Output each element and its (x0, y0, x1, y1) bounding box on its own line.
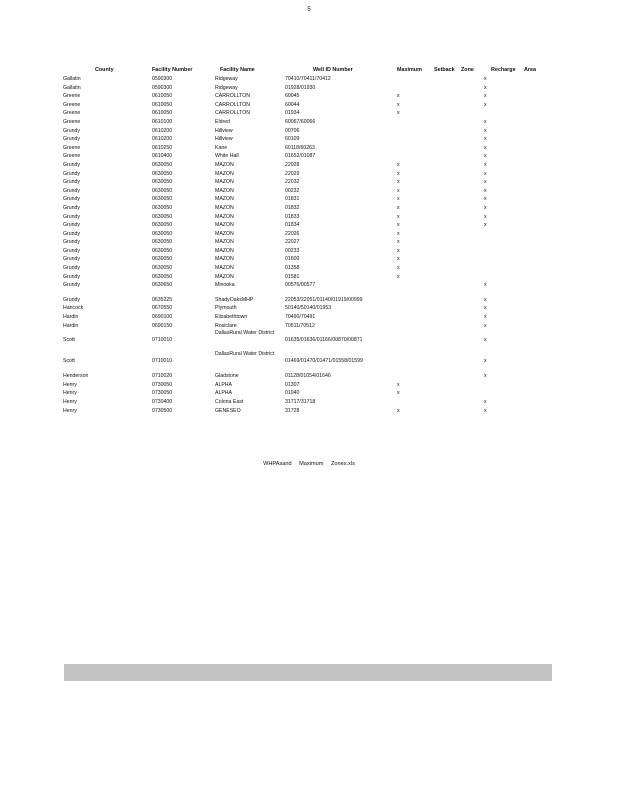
facility-name-cell: Colona East (215, 399, 244, 405)
recharge-cell: x (484, 282, 487, 289)
table-row (63, 127, 553, 136)
table-row (63, 92, 553, 101)
maximum-cell: x (397, 213, 400, 220)
facility-number-cell: 0710010 (152, 358, 173, 365)
table-row (63, 195, 553, 204)
maximum-cell: x (397, 256, 400, 263)
facility-name-cell: MAZON (215, 196, 234, 203)
county-cell: Grundy (63, 127, 81, 134)
table-row (63, 204, 553, 213)
county-cell: Grundy (63, 256, 81, 263)
facility-name-cell: MAZON (215, 187, 234, 194)
table-row (63, 407, 553, 416)
facility-number-cell: 0730050 (152, 381, 173, 388)
well-id-cell: 01928/01930 (285, 84, 316, 91)
recharge-cell: x (484, 170, 487, 177)
county-cell: Grundy (63, 179, 81, 186)
maximum-cell: x (397, 93, 400, 100)
recharge-cell: x (484, 213, 487, 220)
recharge-cell: x (484, 399, 487, 405)
facility-name-cell: Ridgeway (215, 76, 238, 82)
table-row (63, 84, 553, 93)
well-id-cell: 01469/01470/01471/01558/01599 (285, 358, 363, 365)
table-row (63, 152, 553, 161)
recharge-cell: x (484, 153, 487, 160)
facility-number-cell: 0630050 (152, 213, 173, 220)
well-id-cell: 01652/01087 (285, 153, 316, 160)
facility-number-cell: 0610050 (152, 101, 173, 108)
maximum-cell: x (397, 230, 400, 237)
table-row (63, 118, 553, 127)
table-row (63, 264, 553, 273)
facility-number-cell: 0630050 (152, 265, 173, 272)
well-id-cell: 70511/70512 (285, 322, 315, 329)
county-cell: Gallatin (63, 76, 81, 82)
table-row (63, 161, 553, 170)
facility-number-cell: 0610050 (152, 110, 173, 117)
county-cell: Grundy (63, 296, 81, 303)
facility-number-cell: 0635225 (152, 296, 173, 303)
facility-name-cell: Elizabethtown (215, 314, 248, 321)
recharge-cell: x (484, 204, 487, 211)
header-recharge: Recharge (491, 67, 516, 73)
recharge-cell: x (484, 179, 487, 186)
facility-number-cell: 0630050 (152, 222, 173, 229)
maximum-cell: x (397, 239, 400, 246)
facility-name-cell: Eldred (215, 118, 230, 125)
facility-name-cell: DallasRural Water District (215, 351, 275, 358)
header-facility-name: Facility Name (220, 67, 255, 73)
facility-number-cell: 0630050 (152, 247, 173, 254)
well-id-cell: 01307 (285, 381, 300, 388)
recharge-cell: x (484, 76, 487, 82)
facility-name-cell: MAZON (215, 204, 234, 211)
facility-number-cell: 0670550 (152, 305, 173, 312)
facility-name-cell: Ridgeway (215, 84, 238, 91)
table-row (63, 213, 553, 222)
county-cell: Greene (63, 144, 81, 151)
facility-number-cell: 0690150 (152, 322, 173, 329)
well-id-cell: 01635/01636/01166/00870/00871 (285, 337, 363, 344)
table-row (63, 238, 553, 247)
header-county: County (95, 67, 114, 73)
county-cell: Greene (63, 110, 81, 117)
facility-name-cell: MAZON (215, 161, 234, 168)
recharge-cell: x (484, 305, 487, 312)
recharge-cell: x (484, 314, 487, 321)
county-cell: Henry (63, 381, 77, 388)
table-header (63, 66, 553, 75)
facility-name-cell: Gladstone (215, 373, 239, 380)
facility-name-cell: MAZON (215, 213, 234, 220)
table-row (63, 322, 553, 331)
well-id-cell: 31717/31718 (285, 399, 316, 405)
facility-number-cell: 0610200 (152, 127, 173, 134)
recharge-cell: x (484, 337, 487, 344)
table-row (63, 281, 553, 290)
county-cell: Grundy (63, 196, 81, 203)
recharge-cell: x (484, 358, 487, 365)
recharge-cell: x (484, 196, 487, 203)
table-row (63, 381, 553, 390)
county-cell: Grundy (63, 161, 81, 168)
facility-number-cell: 0630050 (152, 230, 173, 237)
well-id-cell: 60045 (285, 93, 300, 100)
recharge-cell: x (484, 187, 487, 194)
facility-name-cell: MAZON (215, 230, 234, 237)
well-id-cell: 60067/60066 (285, 118, 316, 125)
facility-number-cell: 0730500 (152, 407, 173, 414)
table-row (63, 351, 553, 372)
facility-name-cell: CARROLLTON (215, 93, 250, 100)
county-cell: Greene (63, 118, 81, 125)
facility-name-cell: Rosiclare (215, 322, 237, 329)
facility-number-cell: 0630050 (152, 204, 173, 211)
well-id-cell: 00576/00577 (285, 282, 316, 289)
well-id-cell: 50140/50140/01953 (285, 305, 332, 312)
header-area: Area (524, 67, 536, 73)
county-cell: Scott (63, 358, 75, 365)
facility-number-cell: 0630050 (152, 170, 173, 177)
facility-number-cell: 0630050 (152, 196, 173, 203)
facility-number-cell: 0610400 (152, 153, 173, 160)
recharge-cell: x (484, 136, 487, 143)
recharge-cell: x (484, 296, 487, 303)
facility-name-cell: MAZON (215, 273, 234, 280)
county-cell: Grundy (63, 204, 81, 211)
facility-number-cell: 0610050 (152, 93, 173, 100)
facility-name-cell: MAZON (215, 256, 234, 263)
table-row (63, 255, 553, 264)
county-cell: Grundy (63, 282, 81, 289)
county-cell: Greene (63, 101, 81, 108)
facility-name-cell: CARROLLTON (215, 110, 250, 117)
table-row (63, 389, 553, 398)
facility-number-cell: 0630050 (152, 239, 173, 246)
county-cell: Grundy (63, 265, 81, 272)
table-row (63, 273, 553, 282)
facility-name-cell: MAZON (215, 170, 234, 177)
maximum-cell: x (397, 381, 400, 388)
facility-name-cell: MAZON (215, 222, 234, 229)
well-id-cell: 22032 (285, 179, 300, 186)
facility-number-cell: 0590300 (152, 84, 173, 91)
facility-name-cell: MAZON (215, 239, 234, 246)
county-cell: Greene (63, 153, 81, 160)
table-row (63, 313, 553, 322)
well-id-cell: 01832 (285, 204, 300, 211)
recharge-cell: x (484, 118, 487, 125)
facility-number-cell: 0630650 (152, 282, 173, 289)
table-row (63, 304, 553, 313)
recharge-cell: x (484, 322, 487, 329)
well-id-cell: 70410/70411/70412 (285, 76, 331, 82)
table-row (63, 221, 553, 230)
facility-number-cell: 0710020 (152, 373, 173, 380)
table-row (63, 170, 553, 179)
well-id-cell: 01834 (285, 222, 300, 229)
well-id-cell: 22029 (285, 170, 300, 177)
recharge-cell: x (484, 127, 487, 134)
footer-gray-bar (64, 664, 552, 681)
well-id-cell: 22027 (285, 239, 300, 246)
table-row (63, 101, 553, 110)
county-cell: Henderson (63, 373, 89, 380)
county-cell: Grundy (63, 273, 81, 280)
maximum-cell: x (397, 407, 400, 414)
maximum-cell: x (397, 110, 400, 117)
well-table (63, 66, 553, 415)
county-cell: Grundy (63, 222, 81, 229)
maximum-cell: x (397, 204, 400, 211)
table-row (63, 330, 553, 351)
facility-number-cell: 0730050 (152, 390, 173, 397)
maximum-cell: x (397, 179, 400, 186)
recharge-cell: x (484, 407, 487, 414)
maximum-cell: x (397, 101, 400, 108)
well-id-cell: 00706 (285, 127, 300, 134)
recharge-cell: x (484, 101, 487, 108)
facility-number-cell: 0610100 (152, 118, 173, 125)
table-row (63, 247, 553, 256)
facility-number-cell: 0610250 (152, 144, 173, 151)
facility-name-cell: White Hall (215, 153, 239, 160)
maximum-cell: x (397, 187, 400, 194)
table-body (63, 75, 553, 415)
county-cell: Grundy (63, 239, 81, 246)
table-row (63, 230, 553, 239)
recharge-cell: x (484, 84, 487, 91)
facility-number-cell: 0590300 (152, 76, 173, 82)
well-id-cell: 60118/60263 (285, 144, 315, 151)
facility-number-cell: 0690100 (152, 314, 173, 321)
well-id-cell: 22026 (285, 230, 300, 237)
county-cell: Henry (63, 407, 77, 414)
maximum-cell: x (397, 390, 400, 397)
well-id-cell: 01940 (285, 390, 300, 397)
well-id-cell: 01833 (285, 213, 300, 220)
well-id-cell: 60109 (285, 136, 300, 143)
county-cell: Grundy (63, 136, 81, 143)
page-number: 5 (307, 7, 311, 13)
header-maximum: Maximum (397, 67, 422, 73)
well-id-cell: 00232 (285, 187, 300, 194)
county-cell: Grundy (63, 213, 81, 220)
facility-name-cell: CARROLLTON (215, 101, 250, 108)
maximum-cell: x (397, 247, 400, 254)
well-id-cell: 01358 (285, 265, 300, 272)
table-row (63, 135, 553, 144)
county-cell: Gallatin (63, 84, 81, 91)
facility-number-cell: 0610200 (152, 136, 173, 143)
county-cell: Hardin (63, 314, 79, 321)
maximum-cell: x (397, 265, 400, 272)
maximum-cell: x (397, 161, 400, 168)
table-row (63, 187, 553, 196)
recharge-cell: x (484, 222, 487, 229)
county-cell: Scott (63, 337, 75, 344)
facility-name-cell: ShadyOaksMHP (215, 296, 254, 303)
facility-name-cell: MAZON (215, 247, 234, 254)
well-id-cell: 22053/22051/01140/01919/00999 (285, 296, 363, 303)
recharge-cell: x (484, 144, 487, 151)
table-row (63, 144, 553, 153)
well-id-cell: 01581 (285, 273, 300, 280)
facility-name-cell: Kane (215, 144, 228, 151)
facility-name-cell: ALPHA (215, 390, 233, 397)
facility-number-cell: 0710010 (152, 337, 173, 344)
facility-number-cell: 0630050 (152, 179, 173, 186)
county-cell: Henry (63, 399, 77, 405)
footer-filename: WHPAsand Maximum Zones.xls (263, 461, 355, 467)
facility-name-cell: GENESEO (215, 407, 241, 414)
facility-number-cell: 0730400 (152, 399, 173, 405)
table-row (63, 296, 553, 305)
maximum-cell: x (397, 196, 400, 203)
table-row (63, 75, 553, 84)
county-cell: Hancock (63, 305, 84, 312)
table-row (63, 372, 553, 381)
header-well-id: Well ID Number (313, 67, 353, 73)
well-id-cell: 60044 (285, 101, 300, 108)
header-zone: Zone (461, 67, 474, 73)
well-id-cell: 01934 (285, 110, 300, 117)
maximum-cell: x (397, 273, 400, 280)
header-facility-number: Facility Number (152, 67, 193, 73)
county-cell: Grundy (63, 247, 81, 254)
header-setback: Setback (434, 67, 455, 73)
facility-name-cell: ALPHA (215, 381, 233, 388)
well-id-cell: 31728 (285, 407, 300, 414)
well-id-cell: 22028 (285, 161, 300, 168)
facility-name-cell: Minooka (215, 282, 235, 289)
well-id-cell: 70490/70491 (285, 314, 316, 321)
county-cell: Greene (63, 93, 81, 100)
well-id-cell: 01831 (285, 196, 300, 203)
recharge-cell: x (484, 373, 487, 380)
facility-name-cell: DallasRural Water District (215, 330, 275, 337)
facility-number-cell: 0630050 (152, 187, 173, 194)
facility-number-cell: 0630050 (152, 273, 173, 280)
table-row (63, 178, 553, 187)
facility-number-cell: 0630050 (152, 256, 173, 263)
facility-name-cell: Hillview (215, 127, 233, 134)
county-cell: Grundy (63, 187, 81, 194)
recharge-cell: x (484, 161, 487, 168)
well-id-cell: 01600 (285, 256, 300, 263)
county-cell: Hardin (63, 322, 79, 329)
facility-name-cell: MAZON (215, 265, 234, 272)
facility-name-cell: Hillview (215, 136, 233, 143)
facility-name-cell: MAZON (215, 179, 234, 186)
facility-name-cell: Plymouth (215, 305, 237, 312)
table-row (63, 109, 553, 118)
well-id-cell: 01128/01054/01646 (285, 373, 331, 380)
county-cell: Grundy (63, 170, 81, 177)
well-id-cell: 00233 (285, 247, 300, 254)
recharge-cell: x (484, 93, 487, 100)
maximum-cell: x (397, 222, 400, 229)
maximum-cell: x (397, 170, 400, 177)
county-cell: Grundy (63, 230, 81, 237)
table-row (63, 398, 553, 407)
county-cell: Henry (63, 390, 77, 397)
facility-number-cell: 0630050 (152, 161, 173, 168)
